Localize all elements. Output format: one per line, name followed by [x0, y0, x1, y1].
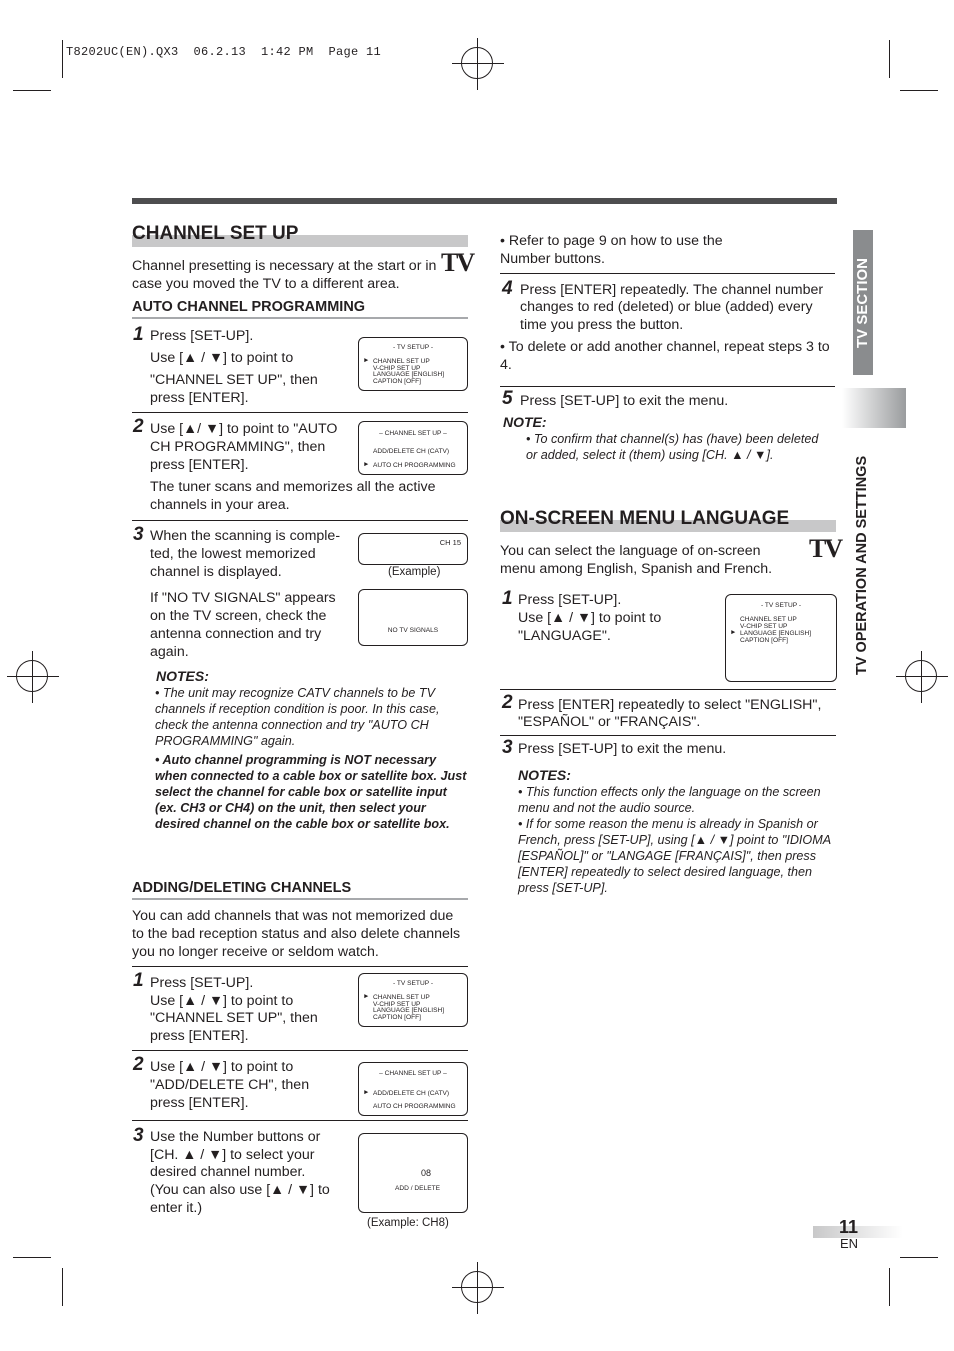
- step-divider: [500, 735, 836, 736]
- menu-item: CHANNEL SET UP: [740, 616, 797, 623]
- step-number: 4: [502, 278, 513, 299]
- step-text: "CHANNEL SET UP", then: [150, 1010, 318, 1026]
- chapter-tab-shade: [842, 388, 906, 428]
- step-number: 2: [133, 416, 144, 437]
- step-number: 1: [133, 324, 144, 345]
- example-caption: (Example): [388, 566, 441, 578]
- channel-setup-title: CHANNEL SET UP: [132, 223, 299, 244]
- refer-note: • Refer to page 9 on how to use the Number buttons.: [500, 233, 723, 267]
- menu-item: LANGUAGE [ENGLISH]: [373, 371, 445, 378]
- channel-number: 08: [421, 1168, 432, 1178]
- step-text: antenna connection and try: [150, 626, 322, 642]
- channel-label: CH 15: [439, 538, 461, 547]
- note: • The unit may recognize CATV channels to be TV channels if reception condition is poor. In this case, check the antenna connection and try "AUTO CH PROGRAMMING" again.: [155, 686, 440, 748]
- menu-item: V-CHIP SET UP: [740, 623, 788, 630]
- step-text: Press [ENTER] repeatedly to select "ENGLISH",: [518, 697, 822, 713]
- tv-setup-screen: [358, 337, 468, 391]
- step-text: [CH. ▲ / ▼] to select your: [150, 1147, 315, 1163]
- step-text: enter it.): [150, 1200, 203, 1216]
- step-text: Use [▲ / ▼] to point to: [150, 1059, 294, 1075]
- menu-item: AUTO CH PROGRAMMING: [373, 462, 456, 469]
- tv-section-label: TV SECTION: [854, 257, 871, 348]
- tv-logo-icon: TV: [441, 248, 474, 277]
- channel-setup-screen: [358, 421, 468, 475]
- registration-mark-icon: [461, 1271, 493, 1303]
- step-text: press [ENTER].: [150, 1028, 249, 1044]
- crop-mark: [900, 90, 938, 91]
- ch15-screen: [358, 533, 468, 565]
- notes-title: NOTES:: [156, 668, 209, 684]
- step-text: Press [SET-UP] to exit the menu.: [518, 741, 727, 757]
- language-screen: [725, 594, 837, 682]
- step-extra: The tuner scans and memorizes all the active channels in your area.: [150, 479, 436, 513]
- step-text: Press [SET-UP] to exit the menu.: [520, 393, 729, 409]
- auto-ch-underline: [132, 317, 468, 319]
- step-text: press [ENTER].: [150, 1095, 249, 1111]
- step-divider: [132, 520, 468, 521]
- menu-item: CAPTION [OFF]: [740, 637, 788, 644]
- crop-mark: [62, 1268, 63, 1306]
- step-divider: [132, 1050, 468, 1051]
- step-text: changes to red (deleted) or blue (added) every: [520, 299, 813, 315]
- step-text: press [ENTER].: [150, 457, 249, 473]
- step-number: 3: [502, 737, 513, 758]
- menu-item: CAPTION [OFF]: [373, 1014, 421, 1021]
- no-signal-label: NO TV SIGNALS: [387, 627, 439, 634]
- note-bold: • Auto channel programming is NOT necessary when connected to a cable box or satellite box. Just select the channel for cable box or satellite input (ex. CH3 or CH4) on the unit, then select your desired channel on the cable box or satellite box.: [155, 753, 467, 831]
- step-text: Press [ENTER] repeatedly. The channel number: [520, 282, 824, 298]
- step-divider: [500, 689, 836, 690]
- note-title: NOTE:: [503, 414, 547, 430]
- step-text: CH PROGRAMMING", then: [150, 439, 326, 455]
- adding-intro: You can add channels that was not memorized due to the bad reception status and also delete channels you no longer receive or seldom watch.: [132, 908, 461, 960]
- right-triangle-icon: ►: [363, 461, 370, 468]
- screen-title: – CHANNEL SET UP –: [379, 1070, 447, 1077]
- right-triangle-icon: ►: [730, 629, 737, 636]
- step-text: time you press the button.: [520, 317, 684, 333]
- step-divider: [132, 1120, 468, 1121]
- step-divider: [500, 386, 835, 387]
- add-delete-label: ADD / DELETE: [395, 1185, 441, 1192]
- step-text: When the scanning is comple-: [150, 528, 341, 544]
- step-number: 2: [133, 1054, 144, 1075]
- step-text: Use [▲ / ▼] to point to: [150, 993, 294, 1009]
- step-text: If "NO TV SIGNALS" appears: [150, 590, 336, 606]
- menu-item: V-CHIP SET UP: [373, 1001, 421, 1008]
- menu-item: CHANNEL SET UP: [373, 358, 430, 365]
- step-text: ted, the lowest memorized: [150, 546, 316, 562]
- step-number: 3: [133, 524, 144, 545]
- tv-logo-icon: TV: [809, 534, 842, 563]
- step-divider: [500, 273, 835, 274]
- channel-setup-screen: [358, 1062, 468, 1116]
- print-header: T8202UC(EN).QX3 06.2.13 1:42 PM Page 11: [66, 45, 382, 59]
- crop-mark: [13, 90, 51, 91]
- step-divider: [132, 966, 468, 967]
- adding-title: ADDING/DELETING CHANNELS: [132, 880, 352, 896]
- crop-mark: [900, 1257, 938, 1258]
- adding-underline: [132, 898, 468, 900]
- channel-setup-intro: Channel presetting is necessary at the start or in case you moved the TV to a different area.: [132, 258, 437, 292]
- step-text: on the TV screen, check the: [150, 608, 327, 624]
- note: • This function effects only the language on the screen menu and not the audio source.: [518, 785, 821, 815]
- page-lang: EN: [840, 1236, 859, 1251]
- menu-item: CHANNEL SET UP: [373, 994, 430, 1001]
- screen-title: - TV SETUP -: [392, 980, 434, 987]
- top-rule: [132, 198, 837, 204]
- step-text: "ADD/DELETE CH", then: [150, 1077, 310, 1093]
- no-signal-screen: [358, 589, 468, 646]
- step-divider: [132, 412, 468, 413]
- crop-mark: [13, 1257, 51, 1258]
- step-text: Use [▲ / ▼] to point to: [518, 610, 662, 626]
- step-number: 1: [502, 588, 513, 609]
- step-number: 3: [133, 1125, 144, 1146]
- step-text: Use the Number buttons or: [150, 1129, 321, 1145]
- note: • If for some reason the menu is already in Spanish or French, press [SET-UP], using [▲ / ▼] point to "IDIOMA [ESPAÑOL]" or "LANGAGE [FRANÇAIS]", then press [ENTER] repeatedly to select desired language, then press [SET-UP].: [518, 817, 831, 895]
- osd-intro: You can select the language of on-screen menu among English, Spanish and French.: [500, 543, 773, 577]
- crop-mark: [62, 40, 63, 78]
- step-text: Press [SET-UP].: [518, 592, 622, 608]
- step-text: Press [SET-UP].: [150, 328, 254, 344]
- page-number: 11: [839, 1217, 859, 1237]
- chapter-label: TV OPERATION AND SETTINGS: [854, 455, 870, 675]
- note: • To confirm that channel(s) has (have) been deleted or added, select it (them) using [CH. ▲ / ▼].: [526, 432, 819, 462]
- registration-mark-icon: [16, 660, 48, 692]
- crop-mark: [889, 40, 890, 78]
- menu-item: AUTO CH PROGRAMMING: [373, 1103, 456, 1110]
- step-text: press [ENTER].: [150, 390, 249, 406]
- registration-mark-icon: [461, 47, 493, 79]
- example-caption: (Example: CH8): [367, 1217, 449, 1229]
- right-triangle-icon: ►: [363, 357, 370, 364]
- notes-title: NOTES:: [518, 767, 571, 783]
- step-text: (You can also use [▲ / ▼] to: [150, 1182, 330, 1198]
- tv-setup-screen: [358, 973, 468, 1027]
- menu-item: ADD/DELETE CH (CATV): [373, 448, 450, 455]
- step-text: "ESPAÑOL" or "FRANÇAIS".: [518, 714, 701, 730]
- step-text: desired channel number.: [150, 1164, 306, 1180]
- menu-item: LANGUAGE [ENGLISH]: [373, 1007, 445, 1014]
- right-triangle-icon: ►: [363, 1089, 370, 1096]
- menu-item: ADD/DELETE CH (CATV): [373, 1090, 450, 1097]
- step-number: 1: [133, 970, 144, 991]
- step-number: 2: [502, 692, 513, 713]
- menu-item: LANGUAGE [ENGLISH]: [740, 630, 812, 637]
- menu-item: V-CHIP SET UP: [373, 365, 421, 372]
- step-text: Use [▲ / ▼] to point to: [150, 350, 294, 366]
- step-text: again.: [150, 644, 189, 660]
- auto-ch-title: AUTO CHANNEL PROGRAMMING: [132, 299, 366, 315]
- add-delete-screen: [358, 1133, 468, 1213]
- registration-mark-icon: [905, 660, 937, 692]
- screen-title: - TV SETUP -: [760, 602, 802, 609]
- right-triangle-icon: ►: [363, 993, 370, 1000]
- step-text: Press [SET-UP].: [150, 975, 254, 991]
- step-text: "LANGUAGE".: [518, 628, 611, 644]
- step-text: "CHANNEL SET UP", then: [150, 372, 318, 388]
- step-text: Use [▲/ ▼] to point to "AUTO: [150, 421, 338, 437]
- osd-title: ON-SCREEN MENU LANGUAGE: [500, 508, 790, 529]
- step-text: channel is displayed.: [150, 564, 282, 580]
- step-number: 5: [502, 388, 513, 409]
- menu-item: CAPTION [OFF]: [373, 378, 421, 385]
- screen-title: – CHANNEL SET UP –: [379, 430, 447, 437]
- crop-mark: [889, 1268, 890, 1306]
- repeat-note: • To delete or add another channel, repeat steps 3 to 4.: [500, 339, 830, 373]
- screen-title: - TV SETUP -: [392, 344, 434, 351]
